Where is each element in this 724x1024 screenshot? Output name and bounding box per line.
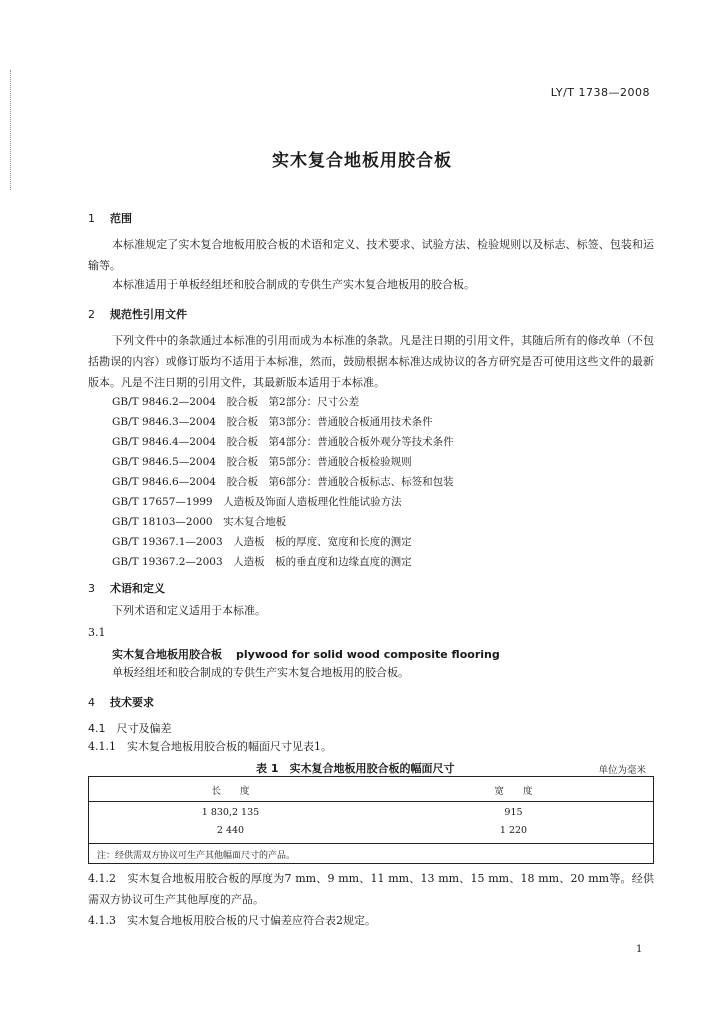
subsection-4-1: 4.1 尺寸及偏差: [88, 722, 172, 735]
page-number: 1: [636, 944, 643, 955]
section-title: 术语和定义: [110, 582, 165, 595]
reference-item: GB/T 17657—1999 人造板及饰面人造板理化性能试验方法: [112, 496, 402, 508]
table-1-unit: 单位为毫米: [598, 765, 646, 776]
reference-item: GB/T 19367.1—2003 人造板 板的厚度、宽度和长度的测定: [112, 536, 412, 548]
standard-code: LY/T 1738—2008: [550, 86, 650, 99]
reference-item: GB/T 19367.2—2003 人造板 板的垂直度和边缘直度的测定: [112, 556, 412, 568]
binding-margin-line: [10, 70, 11, 190]
section-title: 技术要求: [110, 696, 154, 709]
section-1-paragraph-2: 本标准适用于单板经组坯和胶合制成的专供生产实木复合地板用的胶合板。: [112, 278, 475, 291]
subsection-4-1-1: 4.1.1 实木复合地板用胶合板的幅面尺寸见表1。: [88, 740, 332, 753]
section-2-heading: [88, 306, 187, 322]
table-1: [88, 776, 654, 864]
table-header-length: 长 度: [211, 786, 250, 797]
subsection-4-1-3: 4.1.3 实木复合地板用胶合板的尺寸偏差应符合表2规定。: [88, 914, 376, 927]
reference-item: GB/T 9846.5—2004 胶合板 第5部分：普通胶合板检验规则: [112, 456, 412, 468]
section-2-paragraph-1: 下列文件中的条款通过本标准的引用而成为本标准的条款。凡是注日期的引用文件，其随后所有的修改单（不包括勘误的内容）或修订版均不适用于本标准，然而，鼓励根据本标准达成协议的各方研究是否可使用这些文件的最新版本。凡是不注日期的引用文件，其最新版本适用于本标准。: [88, 334, 654, 389]
section-1-heading: [88, 210, 132, 226]
section-number: 1: [88, 212, 95, 225]
reference-item: GB/T 9846.4—2004 胶合板 第4部分：普通胶合板外观分等技术条件: [112, 436, 454, 448]
reference-item: GB/T 18103—2000 实木复合地板: [112, 516, 287, 528]
term-entry: [112, 646, 500, 662]
document-title: 实木复合地板用胶合板: [272, 151, 452, 171]
section-3-heading: [88, 580, 165, 596]
term-definition: 单板经组坯和胶合制成的专供生产实木复合地板用的胶合板。: [112, 666, 409, 679]
table-note-divider: [89, 843, 653, 844]
section-3-paragraph-1: 下列术语和定义适用于本标准。: [112, 604, 266, 617]
section-title: 规范性引用文件: [110, 308, 187, 321]
section-number: 2: [88, 308, 95, 321]
table-cell: 915: [504, 807, 523, 818]
reference-item: GB/T 9846.6—2004 胶合板 第6部分：普通胶合板标志、标签和包装: [112, 476, 454, 488]
table-cell: 1 220: [499, 825, 528, 836]
section-number: 3: [88, 582, 95, 595]
section-title: 范围: [110, 212, 132, 225]
term-english: plywood for solid wood composite flooring: [236, 648, 500, 661]
reference-item: GB/T 9846.3—2004 胶合板 第3部分：普通胶合板通用技术条件: [112, 416, 433, 428]
section-number: 4: [88, 696, 95, 709]
table-cell: 2 440: [216, 825, 245, 836]
table-header-width: 宽 度: [494, 786, 533, 797]
reference-item: GB/T 9846.2—2004 胶合板 第2部分：尺寸公差: [112, 396, 360, 408]
term-chinese: 实木复合地板用胶合板: [112, 648, 222, 661]
subsection-3-1-number: 3.1: [88, 626, 106, 639]
section-4-heading: [88, 694, 154, 710]
table-1-caption: 表 1 实木复合地板用胶合板的幅面尺寸: [256, 762, 455, 775]
subsection-4-1-2: 4.1.2 实木复合地板用胶合板的厚度为7 mm、9 mm、11 mm、13 mm、15 mm、18 mm、20 mm等。经供需双方协议可生产其他厚度的产品。: [88, 872, 654, 906]
section-1-paragraph-1: 本标准规定了实木复合地板用胶合板的术语和定义、技术要求、试验方法、检验规则以及标志、标签、包装和运输等。: [88, 238, 654, 272]
table-cell: 1 830,2 135: [201, 807, 260, 818]
table-header-divider: [89, 801, 653, 802]
table-note: 注：经供需双方协议可生产其他幅面尺寸的产品。: [97, 851, 296, 861]
